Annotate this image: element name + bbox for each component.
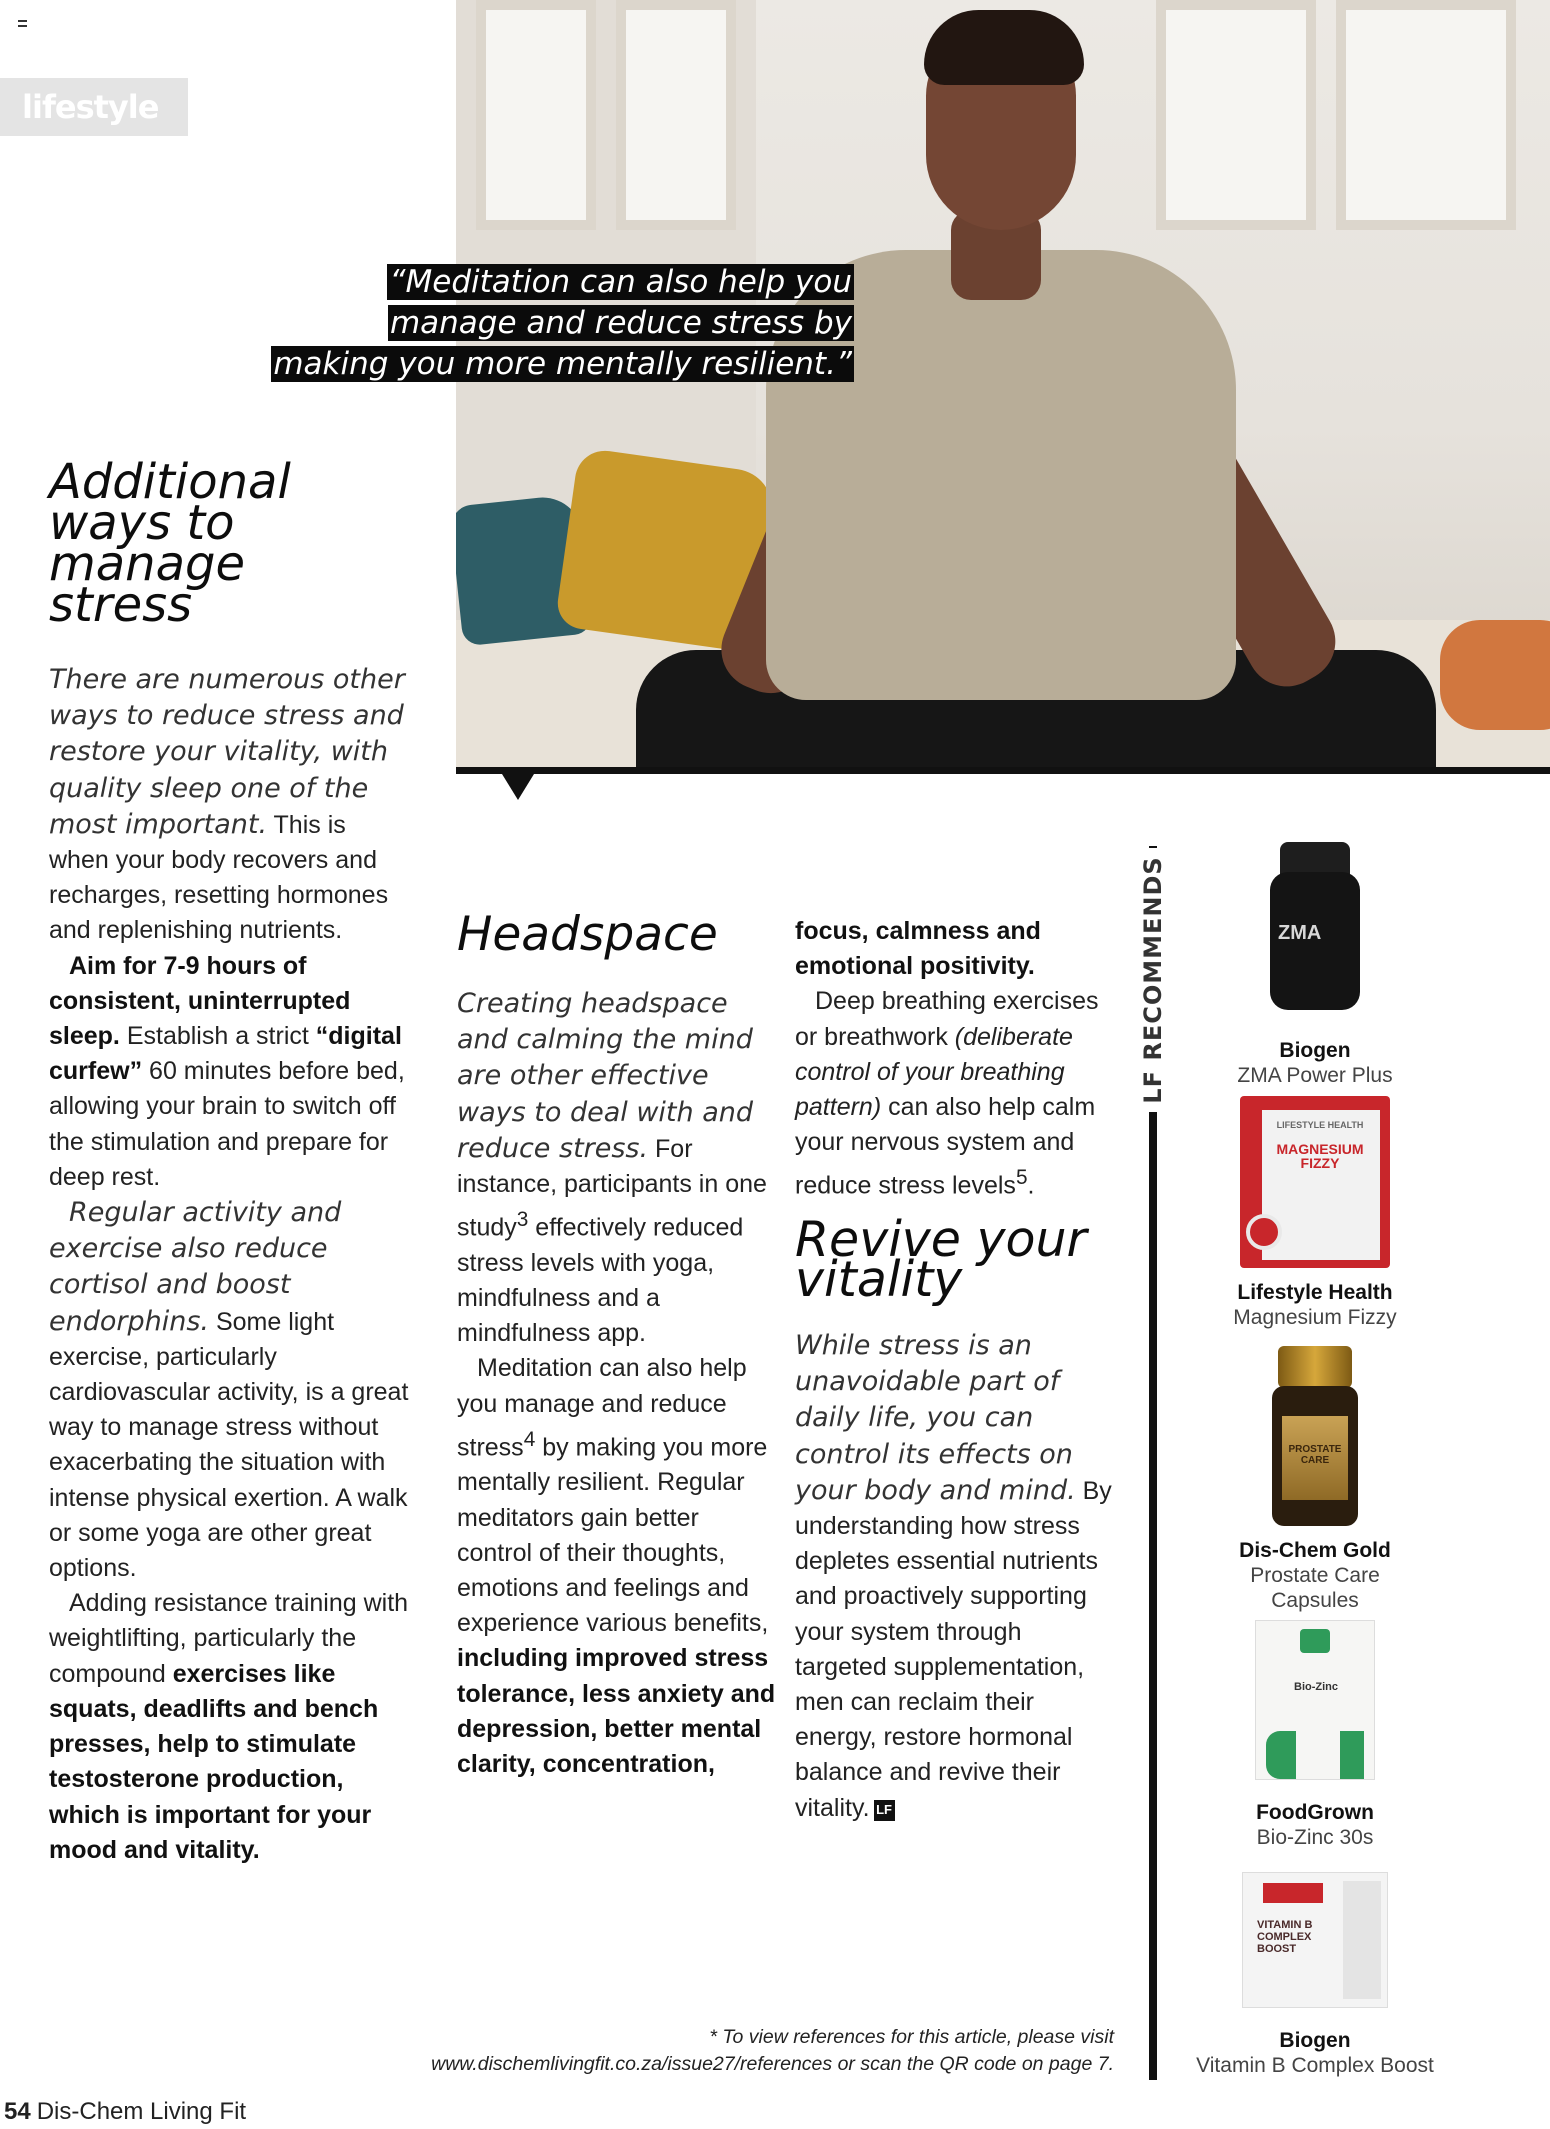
orange-pillow (1440, 620, 1550, 730)
hero-rule (456, 767, 1550, 774)
product-card[interactable] (1180, 842, 1450, 1088)
product-brand: Lifestyle Health (1237, 1281, 1393, 1304)
column-vitality (795, 914, 1115, 1826)
product-name: Vitamin B Complex Boost (1196, 2054, 1434, 2077)
paragraph: Creating headspace and calming the mind are other effective ways to deal with and reduce stress. For instance, participants in one study$^3$ effectively reduced stress levels with yoga, mindfulness and a mindfulness app. (457, 988, 767, 1348)
references-footnote: * To view references for this article, please visit www.dischemlivingfit.co.za/issue27/references or scan the QR code on page 7. (431, 2024, 1114, 2078)
magazine-name: Dis-Chem Living Fit (36, 2098, 247, 2125)
supplement-jar-image: PROSTATE CARE (1272, 1346, 1358, 1526)
paragraph: There are numerous other ways to reduce stress and restore your vitality, with quality sleep one of the most important. This is when your body recovers and recharges, resetting hormones and replenishing nutrients. (49, 664, 405, 945)
paragraph: Adding resistance training with weightlifting, particularly the compound exercises like squats, deadlifts and bench presses, help to stimulate testosterone production, which is important for your mood and vitality. (49, 1589, 409, 1864)
section-heading: Additional ways to manage stress (49, 454, 291, 633)
section-tag: lifestyle (0, 78, 188, 136)
paragraph: Regular activity and exercise also reduce cortisol and boost endorphins. Some light exercise, particularly cardiovascular activity, is a great way to manage stress without exacerbating the situation with intense physical exertion. A walk or some yoga are other great options. (49, 1197, 409, 1583)
supplement-jar-image: ZMA (1270, 842, 1360, 1012)
product-card[interactable] (1180, 1346, 1450, 1613)
column-headspace (457, 907, 777, 1782)
paragraph: Meditation can also help you manage and reduce stress$^4$ by making you more mentally resilient. Regular meditators gain better control of their thoughts, emotions and feelings and experience various benefits, including improved stress tolerance, less anxiety and depression, better mental clarity, concentration, (457, 1354, 776, 1778)
paragraph: Aim for 7-9 hours of consistent, uninterrupted sleep. Establish a strict “digital curfew” 60 minutes before bed, allowing your brain to switch off the stimulation and prepare for deep rest. (49, 951, 405, 1191)
product-name: Prostate Care Capsules (1250, 1564, 1380, 1612)
product-brand: FoodGrown (1256, 1801, 1374, 1824)
product-brand: Biogen (1279, 2029, 1351, 2052)
column-stress-ways (49, 454, 409, 1868)
product-name: ZMA Power Plus (1237, 1064, 1393, 1087)
product-card[interactable] (1180, 1620, 1450, 1850)
supplement-box-image: Bio-Zinc (1255, 1620, 1375, 1780)
paragraph: Deep breathing exercises or breathwork (deliberate control of your breathing pattern) can also help calm your nervous system and reduce stress levels$^5$. (795, 987, 1099, 1200)
pull-quote-line: manage and reduce stress by (389, 305, 852, 341)
product-name: Bio-Zinc 30s (1256, 1826, 1374, 1849)
recommends-label: LF RECOMMENDS (1136, 848, 1170, 1112)
pull-quote-line: making you more mentally resilient.” (273, 346, 852, 382)
product-card[interactable] (1180, 1096, 1450, 1330)
references-url[interactable]: www.dischemlivingfit.co.za/issue27/references or scan the QR code on page 7. (431, 2053, 1114, 2075)
page-folio (4, 2098, 246, 2126)
menu-icon[interactable] (18, 20, 27, 27)
supplement-box-image: LIFESTYLE HEALTH MAGNESIUM FIZZY (1240, 1096, 1390, 1268)
page-number: 54 (4, 2098, 31, 2125)
product-brand: Dis-Chem Gold (1239, 1539, 1391, 1562)
pull-quote (271, 262, 854, 385)
hero-photo (456, 0, 1550, 770)
product-card[interactable] (1180, 1872, 1450, 2078)
pointer-triangle-icon (502, 774, 534, 800)
supplement-box-image: VITAMIN B COMPLEX BOOST (1242, 1872, 1388, 2008)
product-name: Magnesium Fizzy (1233, 1306, 1397, 1329)
section-heading: Revive your vitality (795, 1210, 1087, 1308)
paragraph: While stress is an unavoidable part of daily life, you can control its effects on your body and mind. By understanding how stress depletes essential nutrients and proactively supporting your system through targeted supplementation, men can reclaim their energy, restore hormonal balance and revive their vitality. LF (795, 1329, 1112, 1822)
product-brand: Biogen (1279, 1039, 1351, 1062)
pull-quote-line: “Meditation can also help you (389, 264, 852, 300)
paragraph: focus, calmness and emotional positivity. (795, 917, 1041, 981)
lf-end-mark-icon: LF (874, 1800, 895, 1821)
section-heading: Headspace (457, 907, 718, 962)
